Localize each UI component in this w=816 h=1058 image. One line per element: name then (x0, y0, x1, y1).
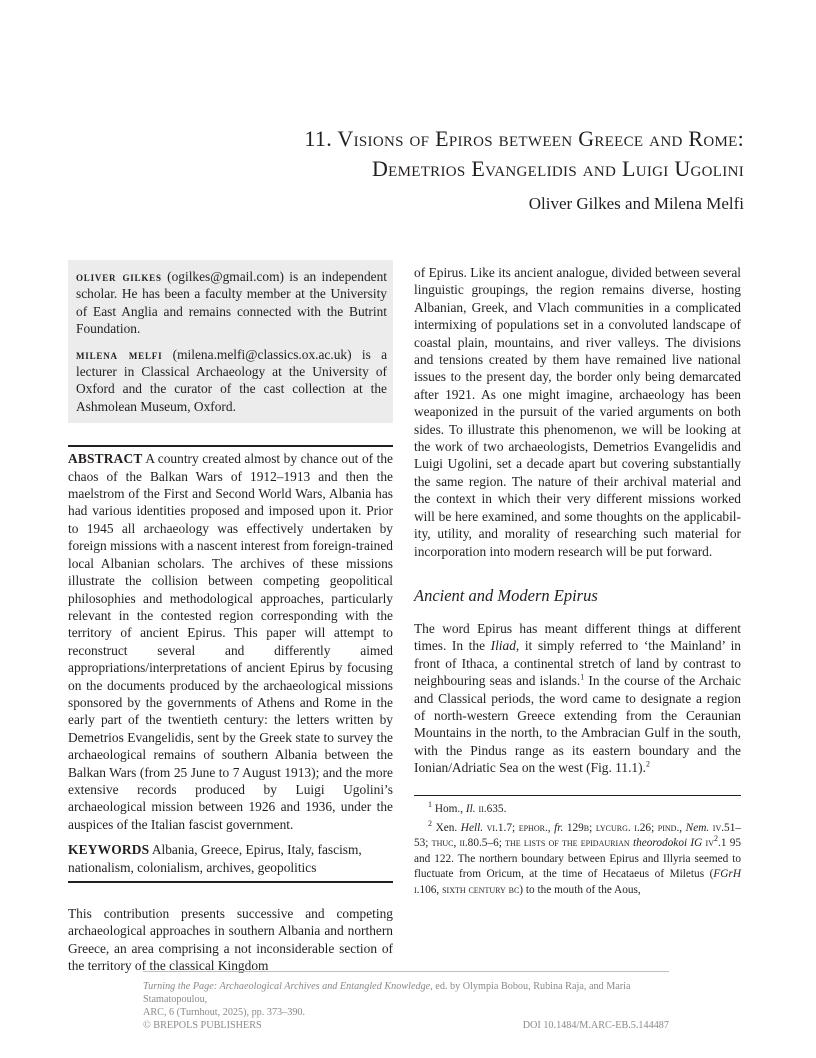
author-name: oliver gilkes (76, 269, 162, 284)
author-bio-box (68, 260, 393, 423)
text-run: 129b; lycurg. i.26; pind., (563, 821, 686, 834)
footnote-ref-2[interactable]: 2 (645, 759, 650, 769)
text-run: ii.635. (475, 802, 507, 815)
text-run: iv.51–53; thuc, ii.80.5–6; the lists of the epidaurian (414, 821, 741, 850)
author-bio-text: (milena.melfi@classics.ox.ac.uk) is a lecturer in Classical Archaeology at the University of Oxford and the curator of the cast collection at the Ashmolean Museum, Oxford. (76, 346, 388, 414)
author-bio (76, 346, 387, 416)
text-run: iv (702, 837, 714, 850)
italic-title: Hell. (460, 821, 484, 834)
text-run: , it simply referred to ‘the Mainland’ in front of Ithaca, a continental stretch of land by contrast to neighbouring seas and islands. (414, 638, 741, 689)
author-bio (76, 268, 387, 338)
text-run: vi.1.7; ephor., (483, 821, 555, 834)
footer-bottom-row (143, 1019, 669, 1032)
text-run: Hom., (432, 802, 466, 815)
citation-line (143, 980, 669, 1006)
keywords-text: Albania, Greece, Epirus, Italy, fascism, nationalism, colonialism, archives, geopolitics (68, 842, 362, 875)
italic-title: Iliad (490, 638, 516, 654)
text-run: bc (508, 883, 520, 896)
italic-title: Il. (465, 802, 476, 815)
title-line-2: Demetrios Evangelidis and Luigi Ugolini (371, 156, 744, 181)
text-run: .1 95 and 122. The northern boundary between Epirus and Illyria seemed to fluctuate from Oricum, at the time of Hecataeus of Miletus ( (414, 837, 742, 881)
title-line-1: 11. Visions of Epiros between Greece and Rome: (304, 126, 744, 151)
italic-title: fr. (554, 821, 564, 834)
chapter-title (304, 124, 744, 184)
abstract-label: ABSTRACT (68, 451, 143, 467)
author-name: milena melfi (76, 346, 163, 362)
italic-title: Nem. (685, 821, 710, 834)
series-line: ARC, 6 (Turnhout, 2025), pp. 373–390. (143, 1007, 306, 1018)
intro-paragraph-continued: of Epirus. Like its ancient analogue, divided between several linguistic groupings, the region remains diverse, hosting Albanian, Greek, and Vlach communities in a complicated intermixing of populations set in a convoluted landscape of coastal plain, mountains, and river valleys. The divisions and tensions created by them have remained live national issues to the present day, the border only being demarcated after 1921. As one might imagine, archaeology has been weaponized in the pursuit of the varied arguments on both sides. To illustrate this phenomenon, we will be looking at the work of two archaeologists, Demetrios Evangelidis and Luigi Ugolini, set a decade apart but covering substantially the same region. The nature of their archival material and the context in which their very different missions worked will be here examined, and some thoughts on the applicability, utility, and morality of researching such material for incorporation into modern research will be put forward. (414, 265, 741, 559)
text-run: In the course of the Archaic and Classical periods, the word came to designate a region of north-western Greece extending from the Ceraunian Mountains in the north, to the Ambracian Gulf in the south, with the Pindus range as its eastern boundary and the Ionian/Adriatic Sea on the west (Fig. 11.1). (414, 673, 742, 776)
section-heading: Ancient and Modern Epirus (414, 585, 598, 605)
abstract-text: A country created almost by chance out of the chaos of the Balkan Wars of 1912–1913 and then the maelstrom of the First and Second World Wars, Albania has had various identities proposed and imposed upon it. Prior to 1945 all archaeology was effectively undertaken by foreign missions with a nascent interest from foreign-trained local Albanian scholars. The archives of these missions illustrate the collision between competing geopolitical philosophies and methodological approaches, particularly relevant in the contested region corresponding with the territory of ancient Epirus. This paper will attempt to reconstruct several and differently aimed appropriations/interpretations of ancient Epirus by focusing on the documents produced by the archaeological missions sponsored by the governments of Athens and Rome in the early part of the twentieth century: the letters written by Demetrios Evangelidis, sent by the Greek state to survey the archaeological remains of southern Albania between the Balkan Wars (from 25 June to 7 August 1913); and the more extensive records produced by Luigi Ugolini’s archaeological mission between 1926 and 1936, under the auspices of the Italian fascist government. (68, 451, 393, 832)
footnote-ref-1[interactable]: 1 (580, 672, 585, 682)
footnote-number: 1 (428, 799, 432, 809)
doi[interactable]: DOI 10.1484/M.ARC-EB.5.144487 (522, 1020, 669, 1031)
abstract (68, 450, 393, 833)
text-run: ) to the mouth of the Aous, (519, 883, 641, 896)
text-run: The word Epirus has meant different things at different times. In the (414, 620, 741, 654)
publisher: © BREPOLS PUBLISHERS (143, 1020, 262, 1031)
italic-title: IG (690, 837, 703, 850)
text-run: i.106, sixth century (414, 883, 509, 896)
footnote-number: 2 (428, 819, 432, 829)
keywords-label: KEYWORDS (68, 842, 150, 858)
footnote-2 (414, 821, 741, 898)
italic-title: FGrH (713, 868, 741, 881)
abstract-block (68, 445, 393, 883)
superscript: 2 (714, 834, 718, 844)
author-byline: Oliver Gilkes and Milena Melfi (528, 194, 744, 213)
body-paragraph (414, 620, 741, 777)
right-column (414, 264, 741, 902)
editors: , ed. by Olympia Bobou, Rubina Raja, and Maria Stamatopoulou, (143, 981, 631, 1005)
text-run: Xen. (432, 821, 461, 834)
italic-term: theorodokoi (632, 837, 688, 850)
keywords (68, 841, 393, 876)
left-column (68, 260, 393, 975)
intro-paragraph-start: This contribution presents successive and competing archaeological approaches in southern Albania and northern Greece, an area comprising a not inconsiderable section of the territory of the classical Kingdom (68, 906, 393, 974)
author-bio-text: (ogilkes@gmail.com) is an independent scholar. He has been a faculty member at the University of East Anglia and remains connected with the Butrint Foundation. (76, 269, 388, 337)
page-footer (143, 971, 669, 1032)
footnotes (414, 795, 741, 898)
book-title: Turning the Page: Archaeological Archives and Entangled Knowledge (143, 981, 431, 992)
footnote-1 (414, 799, 741, 817)
